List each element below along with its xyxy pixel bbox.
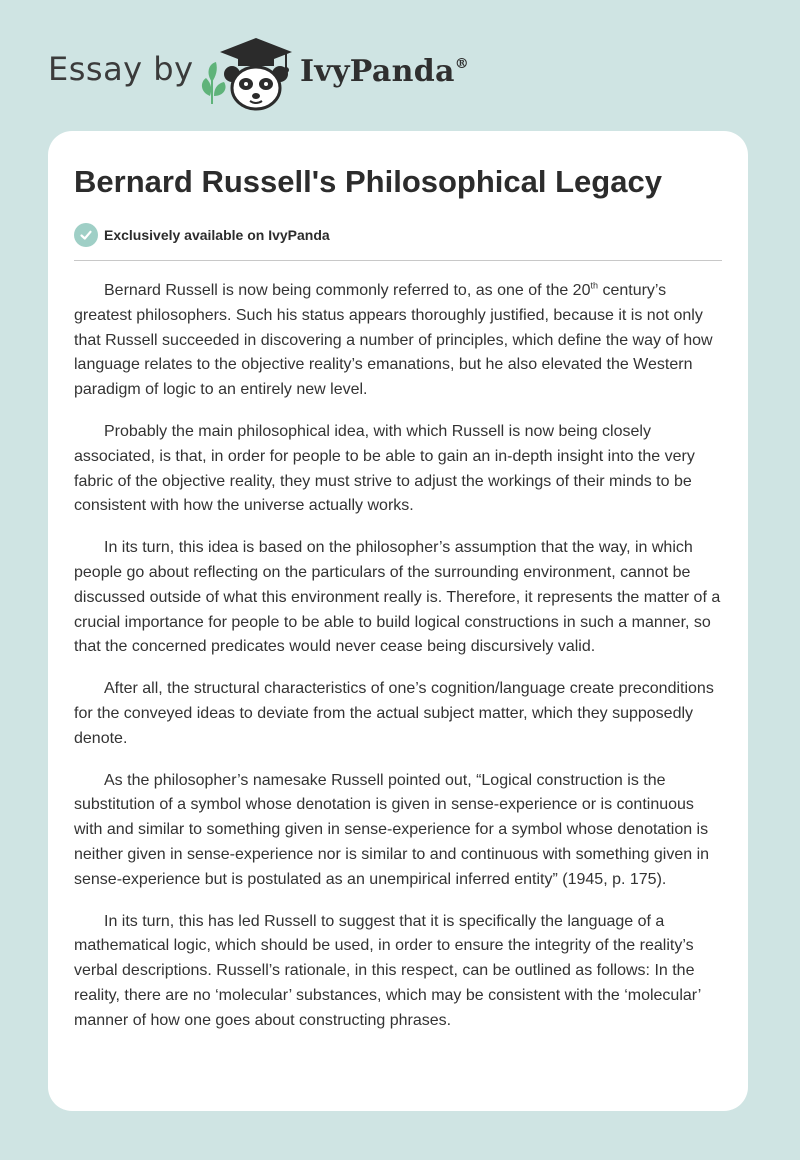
paragraph: After all, the structural characteristics of one’s cognition/language create preconditions for the conveyed ideas to deviate from the actual subject matter, which they supposedly denote. xyxy=(74,680,714,747)
paragraph: In its turn, this idea is based on the philosopher’s assumption that the way, in which people go about reflecting on the particulars of the surrounding environment, cannot be discussed outside of what this environment really is. Therefore, it represents the matter of a crucial importance for people to be able to build logical constructions in such a manner, so that the concerned predicates would never cease being discursively valid. xyxy=(74,539,721,656)
paragraph: Probably the main philosophical idea, with which Russell is now being closely associated, is that, in order for people to be able to gain an in-depth insight into the very fabric of the objective reality, they must strive to adjust the workings of their minds to be consistent with how the universe actually works. xyxy=(74,422,695,515)
essay-by-label: Essay by xyxy=(48,50,194,88)
page-title: Bernard Russell's Philosophical Legacy xyxy=(74,164,662,199)
check-icon xyxy=(74,223,98,247)
paragraph: Bernard Russell is now being commonly referred to, as one of the 20th century’s greatest philosophers. Such his status appears thoroughly justified, because it is not only that Russell succeeded in discovering a number of principles, which define the way of how language relates to the objective reality’s emanations, but he also elevated the Western paradigm of logic to an entirely new level. xyxy=(74,280,713,399)
brand-logo-text[interactable]: IvyPanda® xyxy=(300,54,470,89)
exclusive-badge xyxy=(74,223,330,247)
essay-card xyxy=(48,131,748,1111)
site-header xyxy=(0,0,800,120)
panda-graduate-icon xyxy=(198,34,294,114)
essay-body xyxy=(74,279,724,1051)
paragraph: As the philosopher’s namesake Russell pointed out, “Logical construction is the substitution of a symbol whose denotation is given in sense-experience or is continuous with and similar to something given in sense-experience for a symbol whose denotation is neither given in sense-experience nor is similar to and continuous with something given in sense-experience but is postulated as an unempirical inferred entity” (1945, p. 175). xyxy=(74,771,710,888)
divider xyxy=(74,260,722,261)
exclusive-label: Exclusively available on IvyPanda xyxy=(104,227,330,243)
registered-mark: ® xyxy=(454,56,470,72)
paragraph: In its turn, this has led Russell to suggest that it is specifically the language of a mathematical logic, which should be used, in order to ensure the integrity of the reality’s verbal descriptions. Russell’s rationale, in this respect, can be outlined as follows: In the reality, there are no ‘molecular’ substances, which may be consistent with the ‘molecular’ manner of how one goes about constructing phrases. xyxy=(74,912,701,1029)
